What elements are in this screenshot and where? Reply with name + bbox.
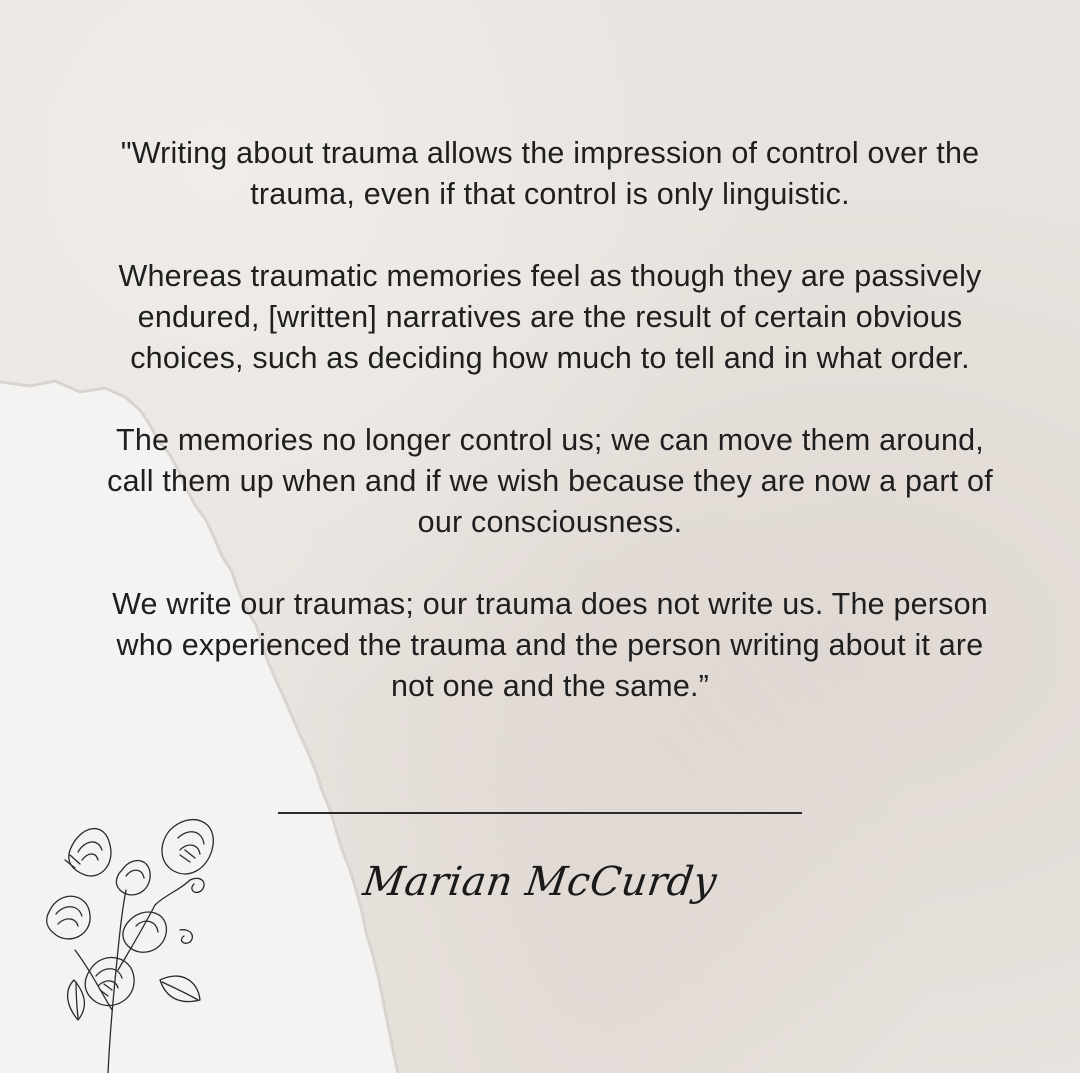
quote-text [100,133,1000,707]
author-signature: Marian McCurdy [360,859,720,905]
quote-paragraph-1: "Writing about trauma allows the impression of control over the trauma, even if that control is only linguistic. [120,136,980,211]
quote-paragraph-2: Whereas traumatic memories feel as though they are passively endured, [written] narratives are the result of certain obvious choices, such as deciding how much to tell and in what order. [118,259,982,375]
divider-line [278,812,802,814]
quote-paragraph-4: We write our traumas; our trauma does not write us. The person who experienced the trauma and the person writing about it are not one and the same.” [112,587,988,703]
sweet-pea-flower-icon [30,810,230,1073]
quote-paragraph-3: The memories no longer control us; we can move them around, call them up when and if we wish because they are now a part of our consciousness. [107,423,993,539]
